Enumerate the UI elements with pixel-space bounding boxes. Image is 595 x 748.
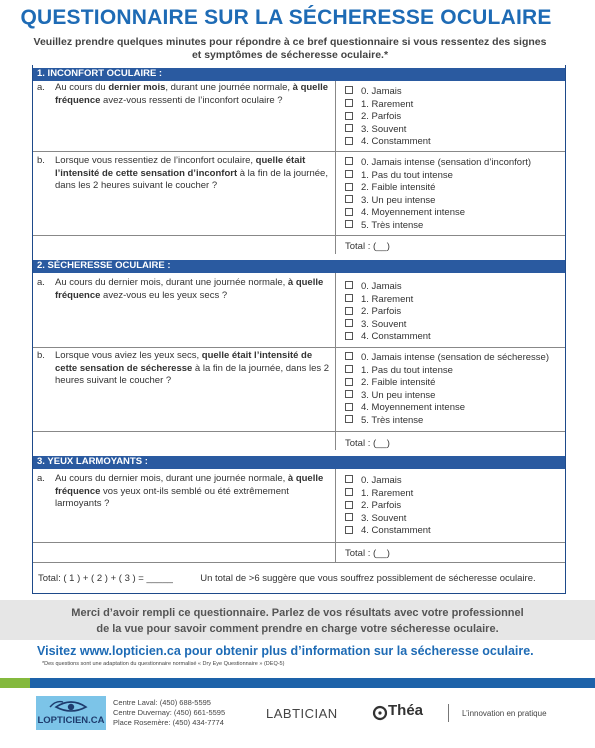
centre-laval: Centre Laval: (450) 688-5595 — [113, 698, 211, 707]
checkbox[interactable] — [345, 195, 353, 203]
thea-logo-text: Théa — [388, 702, 424, 719]
option-label: 3. Un peu intense — [361, 389, 436, 401]
question-emphasis: quelle était l’intensité de cette sensation d’inconfort — [55, 155, 306, 179]
grand-total-formula[interactable]: Total: ( 1 ) + ( 2 ) + ( 3 ) = _____ — [38, 573, 173, 584]
options-1a — [345, 86, 431, 149]
question-text-part: , durant une journée normale, — [165, 82, 293, 93]
answer-option[interactable] — [345, 331, 431, 344]
question-text-part: Au cours du dernier mois, durant une journée normale, — [55, 473, 288, 484]
section-header-secheresse: 2. SÉCHERESSE OCULAIRE : — [33, 260, 565, 272]
question-emphasis: à quelle fréquence — [55, 277, 324, 301]
checkbox[interactable] — [345, 137, 353, 145]
question-text-part: Lorsque vous aviez les yeux secs, — [55, 350, 202, 361]
section-rule — [33, 271, 565, 273]
thanks-line-2: de la vue pour savoir comment prendre en charge votre sécheresse oculaire. — [96, 623, 499, 635]
answer-option[interactable] — [345, 390, 549, 403]
checkbox[interactable] — [345, 99, 353, 107]
footer-bar-green — [0, 678, 30, 688]
footer-divider — [448, 704, 449, 722]
option-label: 1. Rarement — [361, 98, 414, 110]
row-divider — [33, 431, 565, 432]
option-label: 4. Constamment — [361, 331, 431, 343]
answer-option[interactable] — [345, 111, 431, 124]
answer-option[interactable] — [345, 195, 531, 208]
lopticien-logo[interactable] — [36, 696, 106, 730]
answer-option[interactable] — [345, 500, 431, 513]
checkbox[interactable] — [345, 403, 353, 411]
section-header-inconfort: 1. INCONFORT OCULAIRE : — [33, 68, 565, 80]
options-3a — [345, 475, 431, 538]
checkbox[interactable] — [345, 86, 353, 94]
checkbox[interactable] — [345, 157, 353, 165]
option-label: 0. Jamais — [361, 281, 402, 292]
checkbox[interactable] — [345, 294, 353, 302]
checkbox[interactable] — [345, 208, 353, 216]
option-label: 3. Souvent — [361, 123, 407, 135]
tagline: L’innovation en pratique — [462, 709, 547, 718]
question-emphasis: à quelle fréquence — [55, 473, 324, 497]
footer-bar-blue — [30, 678, 595, 688]
question-emphasis: à quelle fréquence — [55, 82, 329, 106]
column-divider — [335, 273, 336, 450]
answer-option[interactable] — [345, 488, 431, 501]
question-letter: b. — [37, 155, 45, 166]
section-header-larmoyants: 3. YEUX LARMOYANTS : — [33, 456, 565, 468]
answer-option[interactable] — [345, 402, 549, 415]
checkbox[interactable] — [345, 112, 353, 120]
option-label: 3. Souvent — [361, 318, 407, 330]
column-divider — [335, 469, 336, 562]
checkbox[interactable] — [345, 352, 353, 360]
question-text-part: vos yeux ont-ils semblé ou été extrêmement larmoyants ? — [55, 485, 289, 509]
centre-duvernay: Centre Duvernay: (450) 661-5595 — [113, 708, 226, 717]
answer-option[interactable] — [345, 170, 531, 183]
checkbox[interactable] — [345, 390, 353, 398]
grand-total-note: Un total de >6 suggère que vous souffrez possiblement de sécheresse oculaire. — [200, 573, 536, 584]
checkbox[interactable] — [345, 281, 353, 289]
column-divider — [335, 81, 336, 254]
question-text-part: Au cours du — [55, 82, 109, 93]
row-divider — [33, 542, 565, 543]
question-text — [55, 473, 330, 511]
checkbox[interactable] — [345, 332, 353, 340]
option-label: 5. Très intense — [361, 219, 424, 231]
option-label: 0. Jamais intense (sensation de sécheresse) — [361, 352, 549, 363]
question-letter: a. — [37, 277, 45, 288]
question-text-part: avez-vous ressenti de l’inconfort oculaire ? — [100, 94, 283, 106]
option-label: 1. Pas du tout intense — [361, 169, 453, 181]
question-text-part: Lorsque vous ressentiez de l’inconfort oculaire, — [55, 155, 256, 166]
answer-option[interactable] — [345, 352, 549, 365]
thanks-line-1: Merci d’avoir rempli ce questionnaire. Parlez de vos résultats avec votre professionnel — [71, 607, 524, 619]
option-label: 1. Pas du tout intense — [361, 364, 453, 376]
options-2b — [345, 352, 549, 428]
checkbox[interactable] — [345, 124, 353, 132]
question-text-part: avez-vous eu les yeux secs ? — [100, 289, 228, 301]
questionnaire-form — [32, 65, 566, 594]
total-section-1[interactable]: Total : (__) — [345, 241, 390, 252]
option-label: 0. Jamais — [361, 475, 402, 486]
option-label: 2. Parfois — [361, 111, 402, 123]
footnote: *Des questions sont une adaptation du questionnaire normalisé « Dry Eye Questionnaire » (DEQ-5) — [42, 661, 285, 667]
grand-total-row — [38, 573, 536, 584]
checkbox[interactable] — [345, 415, 353, 423]
row-divider — [33, 235, 565, 236]
intro-line-1: Veuillez prendre quelques minutes pour répondre à ce bref questionnaire si vous ressentez des signes — [33, 36, 547, 48]
total-section-3[interactable]: Total : (__) — [345, 548, 390, 559]
question-letter: a. — [37, 473, 45, 484]
answer-option[interactable] — [345, 281, 431, 294]
answer-option[interactable] — [345, 86, 431, 99]
answer-option[interactable] — [345, 415, 549, 428]
option-label: 5. Très intense — [361, 414, 424, 426]
question-text-part: à la fin de la journée, dans les 2 heures suivant le coucher ? — [55, 362, 330, 386]
question-text — [55, 277, 330, 302]
checkbox[interactable] — [345, 170, 353, 178]
checkbox[interactable] — [345, 319, 353, 327]
row-divider — [33, 151, 565, 152]
lopticien-logo-text: LOPTICIEN.CA — [37, 715, 105, 726]
centre-contacts — [113, 698, 225, 728]
section-rule — [33, 467, 565, 469]
option-label: 4. Moyennement intense — [361, 207, 466, 219]
answer-option[interactable] — [345, 319, 431, 332]
option-label: 1. Rarement — [361, 293, 414, 305]
answer-option[interactable] — [345, 124, 431, 137]
question-letter: b. — [37, 350, 45, 361]
row-divider — [33, 562, 565, 563]
answer-option[interactable] — [345, 220, 531, 233]
answer-option[interactable] — [345, 207, 531, 220]
question-text — [55, 82, 330, 107]
answer-option[interactable] — [345, 136, 431, 149]
option-label: 2. Faible intensité — [361, 377, 436, 389]
intro-line-2: et symptômes de sécheresse oculaire.* — [191, 49, 389, 61]
option-label: 2. Parfois — [361, 500, 402, 512]
checkbox[interactable] — [345, 307, 353, 315]
checkbox[interactable] — [345, 475, 353, 483]
checkbox[interactable] — [345, 501, 353, 509]
page-title: QUESTIONNAIRE SUR LA SÉCHERESSE OCULAIRE — [20, 6, 552, 29]
option-label: 2. Faible intensité — [361, 182, 436, 194]
checkbox[interactable] — [345, 365, 353, 373]
options-1b — [345, 157, 531, 233]
option-label: 0. Jamais — [361, 86, 402, 97]
checkbox[interactable] — [345, 378, 353, 386]
answer-option[interactable] — [345, 157, 531, 170]
labtician-logo: LABTICIAN — [266, 706, 338, 721]
option-label: 4. Constamment — [361, 525, 431, 537]
checkbox[interactable] — [345, 488, 353, 496]
answer-option[interactable] — [345, 365, 549, 378]
answer-option[interactable] — [345, 513, 431, 526]
answer-option[interactable] — [345, 475, 431, 488]
question-emphasis: dernier mois — [108, 82, 166, 93]
checkbox[interactable] — [345, 183, 353, 191]
answer-option[interactable] — [345, 182, 531, 195]
question-text-part: Au cours du dernier mois, durant une journée normale, — [55, 277, 288, 288]
option-label: 3. Souvent — [361, 512, 407, 524]
question-text-part: à la fin de la journée, dans les 2 heures suivant le coucher ? — [55, 167, 328, 191]
option-label: 4. Moyennement intense — [361, 402, 466, 414]
checkbox[interactable] — [345, 526, 353, 534]
option-label: 3. Un peu intense — [361, 194, 436, 206]
option-label: 0. Jamais intense (sensation d’inconfort) — [361, 157, 532, 168]
eye-icon — [36, 699, 106, 715]
answer-option[interactable] — [345, 306, 431, 319]
question-text — [55, 155, 330, 193]
intro-text — [20, 36, 560, 62]
question-emphasis: quelle était l’intensité de cette sensation de sécheresse — [55, 350, 313, 374]
total-section-2[interactable]: Total : (__) — [345, 438, 390, 449]
visit-link[interactable]: Visitez www.lopticien.ca pour obtenir plus d’information sur la sécheresse oculaire. — [37, 644, 534, 658]
answer-option[interactable] — [345, 99, 431, 112]
answer-option[interactable] — [345, 525, 431, 538]
checkbox[interactable] — [345, 513, 353, 521]
thanks-message — [30, 605, 565, 637]
question-text — [55, 350, 330, 388]
option-label: 1. Rarement — [361, 487, 414, 499]
question-letter: a. — [37, 82, 45, 93]
option-label: 4. Constamment — [361, 136, 431, 148]
centre-rosemere: Place Rosemère: (450) 434-7774 — [113, 718, 224, 727]
checkbox[interactable] — [345, 220, 353, 228]
row-divider — [33, 347, 565, 348]
answer-option[interactable] — [345, 294, 431, 307]
section-rule — [33, 79, 565, 81]
options-2a — [345, 281, 431, 344]
answer-option[interactable] — [345, 377, 549, 390]
option-label: 2. Parfois — [361, 306, 402, 318]
